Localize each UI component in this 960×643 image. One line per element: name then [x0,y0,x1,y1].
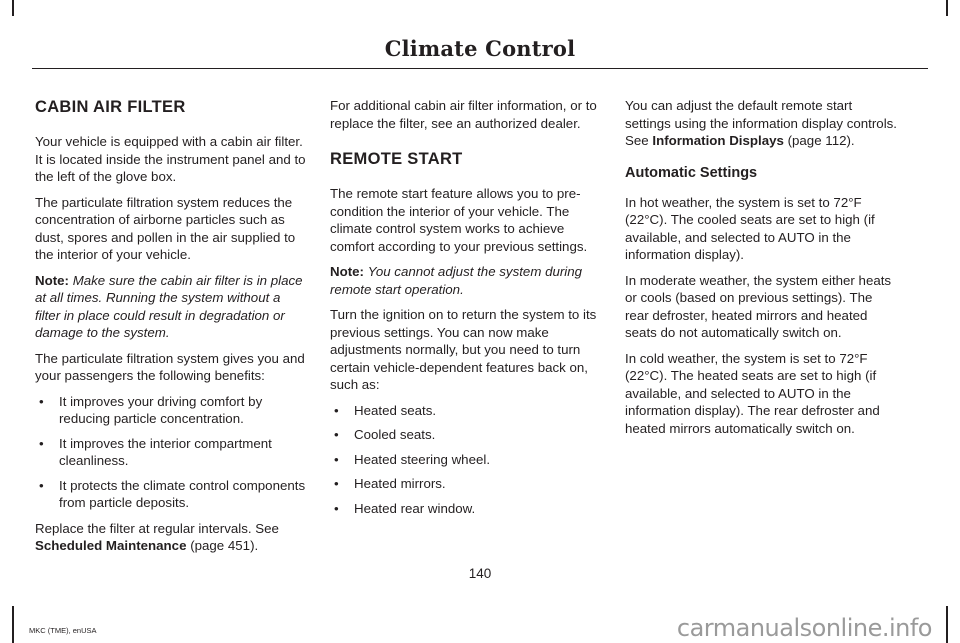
subsection-heading-automatic-settings: Automatic Settings [625,164,758,181]
bullet-icon: • [334,500,339,516]
note-text: Make sure the cabin air filter is in place at all times. Running the system without a filter in place could result in degradation or damage to the system. [35,272,303,340]
paragraph: The particulate filtration system gives you and your passengers the following benefits: [35,350,305,383]
crop-mark-bottom-right [946,606,948,643]
paragraph [625,97,897,150]
list-item [35,393,307,428]
list-item [330,451,605,469]
paragraph: In cold weather, the system is set to 72°F (22°C). The heated seats are set to high (if available, and selected to AUTO in the information display). The rear defroster and heated mirrors automatically switch on. [625,350,880,436]
benefit-list [35,393,307,512]
cross-reference-link[interactable]: Information Displays [652,133,784,148]
bullet-icon: • [39,477,44,493]
text: (page 112). [787,133,855,148]
page-number: 140 [468,566,492,581]
list-item [35,477,307,512]
list-item [330,402,605,420]
text: Replace the filter at regular intervals. See [35,520,279,536]
feature-list [330,402,605,518]
cross-reference-link[interactable]: Scheduled Maintenance [35,538,187,553]
paragraph: In hot weather, the system is set to 72°F (22°C). The cooled seats are set to high (if available, and selected to AUTO in the information display). [625,194,875,262]
paragraph [35,520,307,555]
text: (page 451). [190,538,259,553]
list-item-text: It improves your driving comfort by reducing particle concentration. [59,393,263,426]
paragraph: Turn the ignition on to return the system to its previous settings. You can now make adjustments normally, but you need to turn certain vehicle-dependent features back on, such as: [330,307,597,392]
paragraph: For additional cabin air filter information, or to replace the filter, see an authorized dealer. [330,98,597,131]
note-label: Note: [330,264,364,279]
list-item [330,426,605,444]
section-heading-cabin-air-filter: CABIN AIR FILTER [35,98,186,116]
paragraph: Your vehicle is equipped with a cabin air filter. It is located inside the instrument panel and to the left of the glove box. [35,134,306,184]
column-1 [35,88,307,563]
column-3 [625,97,897,445]
bullet-icon: • [334,402,339,418]
document-code: MKC (TME), enUSA [29,626,97,635]
bullet-icon: • [39,393,44,409]
list-item-text: Heated steering wheel. [354,451,491,467]
note-text: You cannot adjust the system during remote start operation. [330,264,583,297]
list-item [330,500,605,518]
list-item [35,435,307,470]
list-item-text: Cooled seats. [354,427,436,442]
bullet-icon: • [334,451,339,467]
watermark: carmanualsonline.info [676,614,932,642]
list-item-text: Heated rear window. [354,500,476,516]
bullet-icon: • [39,435,44,451]
paragraph: The particulate filtration system reduces the concentration of airborne particles such as dust, spores and pollen in the air supplied to the interior of your vehicle. [35,194,296,262]
note [330,263,605,298]
crop-mark-top-right [946,0,948,16]
paragraph: In moderate weather, the system either heats or cools (based on previous settings). The rear defroster, heated mirrors and heated seats do not automatically switch on. [625,272,892,340]
page-title: Climate Control [384,36,576,61]
header-divider [32,68,928,69]
section-heading-remote-start: REMOTE START [330,150,463,168]
list-item-text: Heated seats. [354,402,437,418]
bullet-icon: • [334,476,339,491]
list-item-text: Heated mirrors. [354,476,446,491]
bullet-icon: • [334,427,339,442]
crop-mark-top-left [12,0,14,16]
note-label: Note: [35,272,69,288]
note [35,272,307,342]
list-item-text: It improves the interior compartment cleanliness. [59,435,272,468]
crop-mark-bottom-left [12,606,14,643]
text: You can adjust the default remote start settings using the information display controls. See [625,98,897,148]
list-item [330,475,605,493]
paragraph: The remote start feature allows you to pre-condition the interior of your vehicle. The climate control system works to achieve comfort according to your previous settings. [330,186,588,254]
list-item-text: It protects the climate control components from particle deposits. [59,477,306,510]
column-2 [330,97,605,525]
